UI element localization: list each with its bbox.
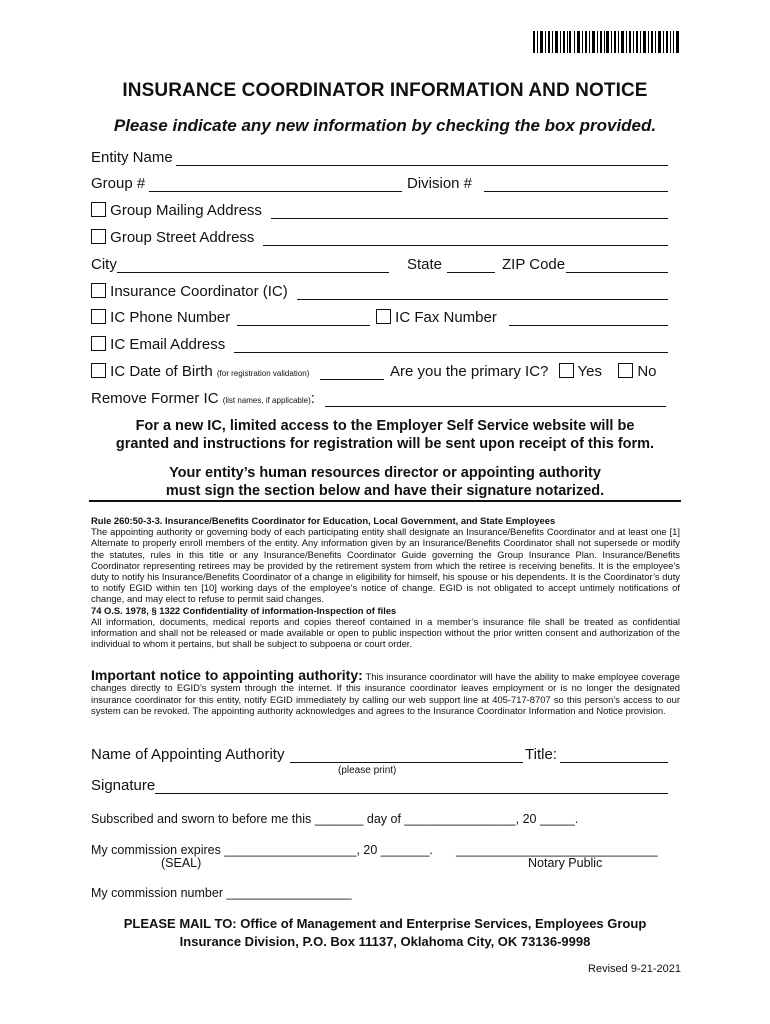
- group-mailing-label: Group Mailing Address: [110, 202, 262, 219]
- signature-field[interactable]: [155, 793, 668, 794]
- seal-label: (SEAL): [161, 856, 202, 870]
- form-subtitle: Please indicate any new information by checking the box provided.: [113, 116, 657, 135]
- section-divider: [89, 500, 681, 502]
- signature-label: Signature: [91, 777, 156, 794]
- commission-expires-line: My commission expires ___________________, 20 _______.: [91, 843, 433, 857]
- subscribed-line: Subscribed and sworn to before me this _______ day of ________________, 20 _____.: [91, 812, 579, 826]
- appointing-authority-field[interactable]: [290, 762, 523, 763]
- ic-checkbox[interactable]: [91, 283, 106, 298]
- barcode: [533, 31, 679, 53]
- ic-label: Insurance Coordinator (IC): [110, 283, 288, 300]
- ic-fax-field[interactable]: [509, 325, 668, 326]
- ic-row: [91, 282, 288, 302]
- form-title: INSURANCE COORDINATOR INFORMATION AND NOTICE: [122, 80, 648, 101]
- ic-phone-row: [91, 308, 230, 328]
- group-street-checkbox[interactable]: [91, 229, 106, 244]
- ic-email-row: [91, 335, 225, 355]
- appointing-authority-label: Name of Appointing Authority: [91, 746, 285, 763]
- important-notice-colon: :: [358, 667, 363, 683]
- state-label: State: [407, 256, 443, 273]
- city-field[interactable]: [117, 272, 389, 273]
- state-field[interactable]: [447, 272, 495, 273]
- yes-checkbox[interactable]: [559, 363, 574, 378]
- title-field[interactable]: [560, 762, 668, 763]
- city-label: City: [91, 256, 117, 273]
- remove-former-label: Remove Former IC: [91, 390, 219, 407]
- ic-dob-row: [91, 362, 309, 382]
- ic-dob-checkbox[interactable]: [91, 363, 106, 378]
- group-mailing-field[interactable]: [271, 218, 668, 219]
- zip-label: ZIP Code: [502, 256, 566, 273]
- ic-phone-field[interactable]: [237, 325, 370, 326]
- commission-number-line: My commission number __________________: [91, 886, 352, 900]
- primary-ic-row: [390, 362, 657, 382]
- no-checkbox[interactable]: [618, 363, 633, 378]
- group-number-field[interactable]: [149, 191, 402, 192]
- ic-fax-row: [376, 308, 497, 328]
- rule-heading-2: 74 O.S. 1978, § 1322 Confidentiality of information-Inspection of files: [91, 604, 397, 616]
- important-notice-lead: Important notice to appointing authority: [91, 667, 359, 683]
- ic-field[interactable]: [297, 299, 668, 300]
- sign-notice-line2: must sign the section below and have their signature notarized.: [165, 483, 605, 499]
- group-number-label: Group #: [91, 175, 146, 192]
- important-notice: [91, 667, 680, 717]
- ic-email-label: IC Email Address: [110, 336, 226, 353]
- rule-body-2: All information, documents, medical reports and copies thereof contained in a member’s insurance file shall be treated as confidential information and shall not be released or made available or open to public inspection without the prior written consent and authorization of the individual to whom it pertains, but shall be subject to subpoena or court order.: [91, 615, 680, 650]
- entity-name-label: Entity Name: [91, 149, 173, 166]
- remove-former-field[interactable]: [325, 406, 666, 407]
- mail-to-line2: Insurance Division, P.O. Box 11137, Oklahoma City, OK 73136-9998: [179, 934, 591, 949]
- title-label: Title:: [525, 746, 557, 763]
- yes-label: Yes: [577, 363, 602, 380]
- no-label: No: [637, 363, 657, 380]
- important-notice-body: This insurance coordinator will have the ability to make employee coverage changes directly to EGID’s system through the internet. If this insurance coordinator leaves employment or is no longer the designated insurance coordinator for this entity, notify EGID immediately by calling our web support line at 405-717-8707 so this person’s access to our system can be revoked. The appointing authority acknowledges and agrees to the Insurance Coordinator Information and Notice provision.: [91, 671, 680, 717]
- new-ic-notice-line2: granted and instructions for registration will be sent upon receipt of this form.: [115, 436, 655, 452]
- primary-ic-question: Are you the primary IC?: [390, 363, 549, 380]
- ic-email-checkbox[interactable]: [91, 336, 106, 351]
- sign-notice-line1: Your entity’s human resources director or appointing authority: [169, 465, 601, 481]
- zip-field[interactable]: [566, 272, 668, 273]
- remove-former-colon: :: [310, 390, 315, 407]
- entity-name-field[interactable]: [176, 165, 668, 166]
- revised-date: Revised 9-21-2021: [588, 963, 681, 975]
- remove-former-note: (list names, if applicable): [222, 396, 311, 405]
- rule-body-1: The appointing authority or governing body of each participating entity shall designate an Insurance/Benefits Coordinator and at least one [1] Alternate to properly enroll members of the entity. Any information given by an Insurance/Benefits Coordinator shall not supersede or modify the statutes, rules in this title or any Insurance/Benefits Coordinator Guide governing the Group Insurance Plan. Insurance/Benefits Coordinator representing retirees may be provided by the retirement system from which the retiree is receiving benefits. It is the employee’s duty to notify his Insurance/Benefits Coordinator of a change in eligibility for himself, his spouse or his dependents. It is the Coordinator’s duty to notify EGID within ten [10] working days of the employee’s notice of change. EGID is not obligated to accept untimely notifications of change, and may elect to refuse to permit said changes.: [91, 526, 680, 605]
- ic-fax-checkbox[interactable]: [376, 309, 391, 324]
- remove-former-row: [91, 389, 315, 409]
- ic-phone-checkbox[interactable]: [91, 309, 106, 324]
- group-street-label: Group Street Address: [110, 229, 255, 246]
- please-print-note: (please print): [338, 765, 397, 776]
- notary-signature-line[interactable]: _____________________________: [456, 843, 658, 857]
- ic-dob-note: (for registration validation): [216, 369, 310, 378]
- ic-dob-label: IC Date of Birth: [110, 363, 213, 380]
- notary-public-label: Notary Public: [528, 856, 603, 870]
- mail-to-line1: PLEASE MAIL TO: Office of Management and Enterprise Services, Employees Group: [123, 916, 647, 931]
- group-mailing-checkbox[interactable]: [91, 202, 106, 217]
- division-number-field[interactable]: [484, 191, 668, 192]
- ic-email-field[interactable]: [234, 352, 668, 353]
- group-mailing-row: [91, 201, 262, 221]
- group-street-row: [91, 228, 254, 248]
- division-number-label: Division #: [407, 175, 473, 192]
- new-ic-notice-line1: For a new IC, limited access to the Employer Self Service website will be: [135, 418, 635, 434]
- group-street-field[interactable]: [263, 245, 668, 246]
- ic-phone-label: IC Phone Number: [110, 309, 231, 326]
- ic-dob-field[interactable]: [320, 379, 384, 380]
- rule-heading-1: Rule 260:50-3-3. Insurance/Benefits Coordinator for Education, Local Government, and State Employees: [91, 515, 556, 526]
- rule-section: [91, 515, 680, 649]
- ic-fax-label: IC Fax Number: [395, 309, 497, 326]
